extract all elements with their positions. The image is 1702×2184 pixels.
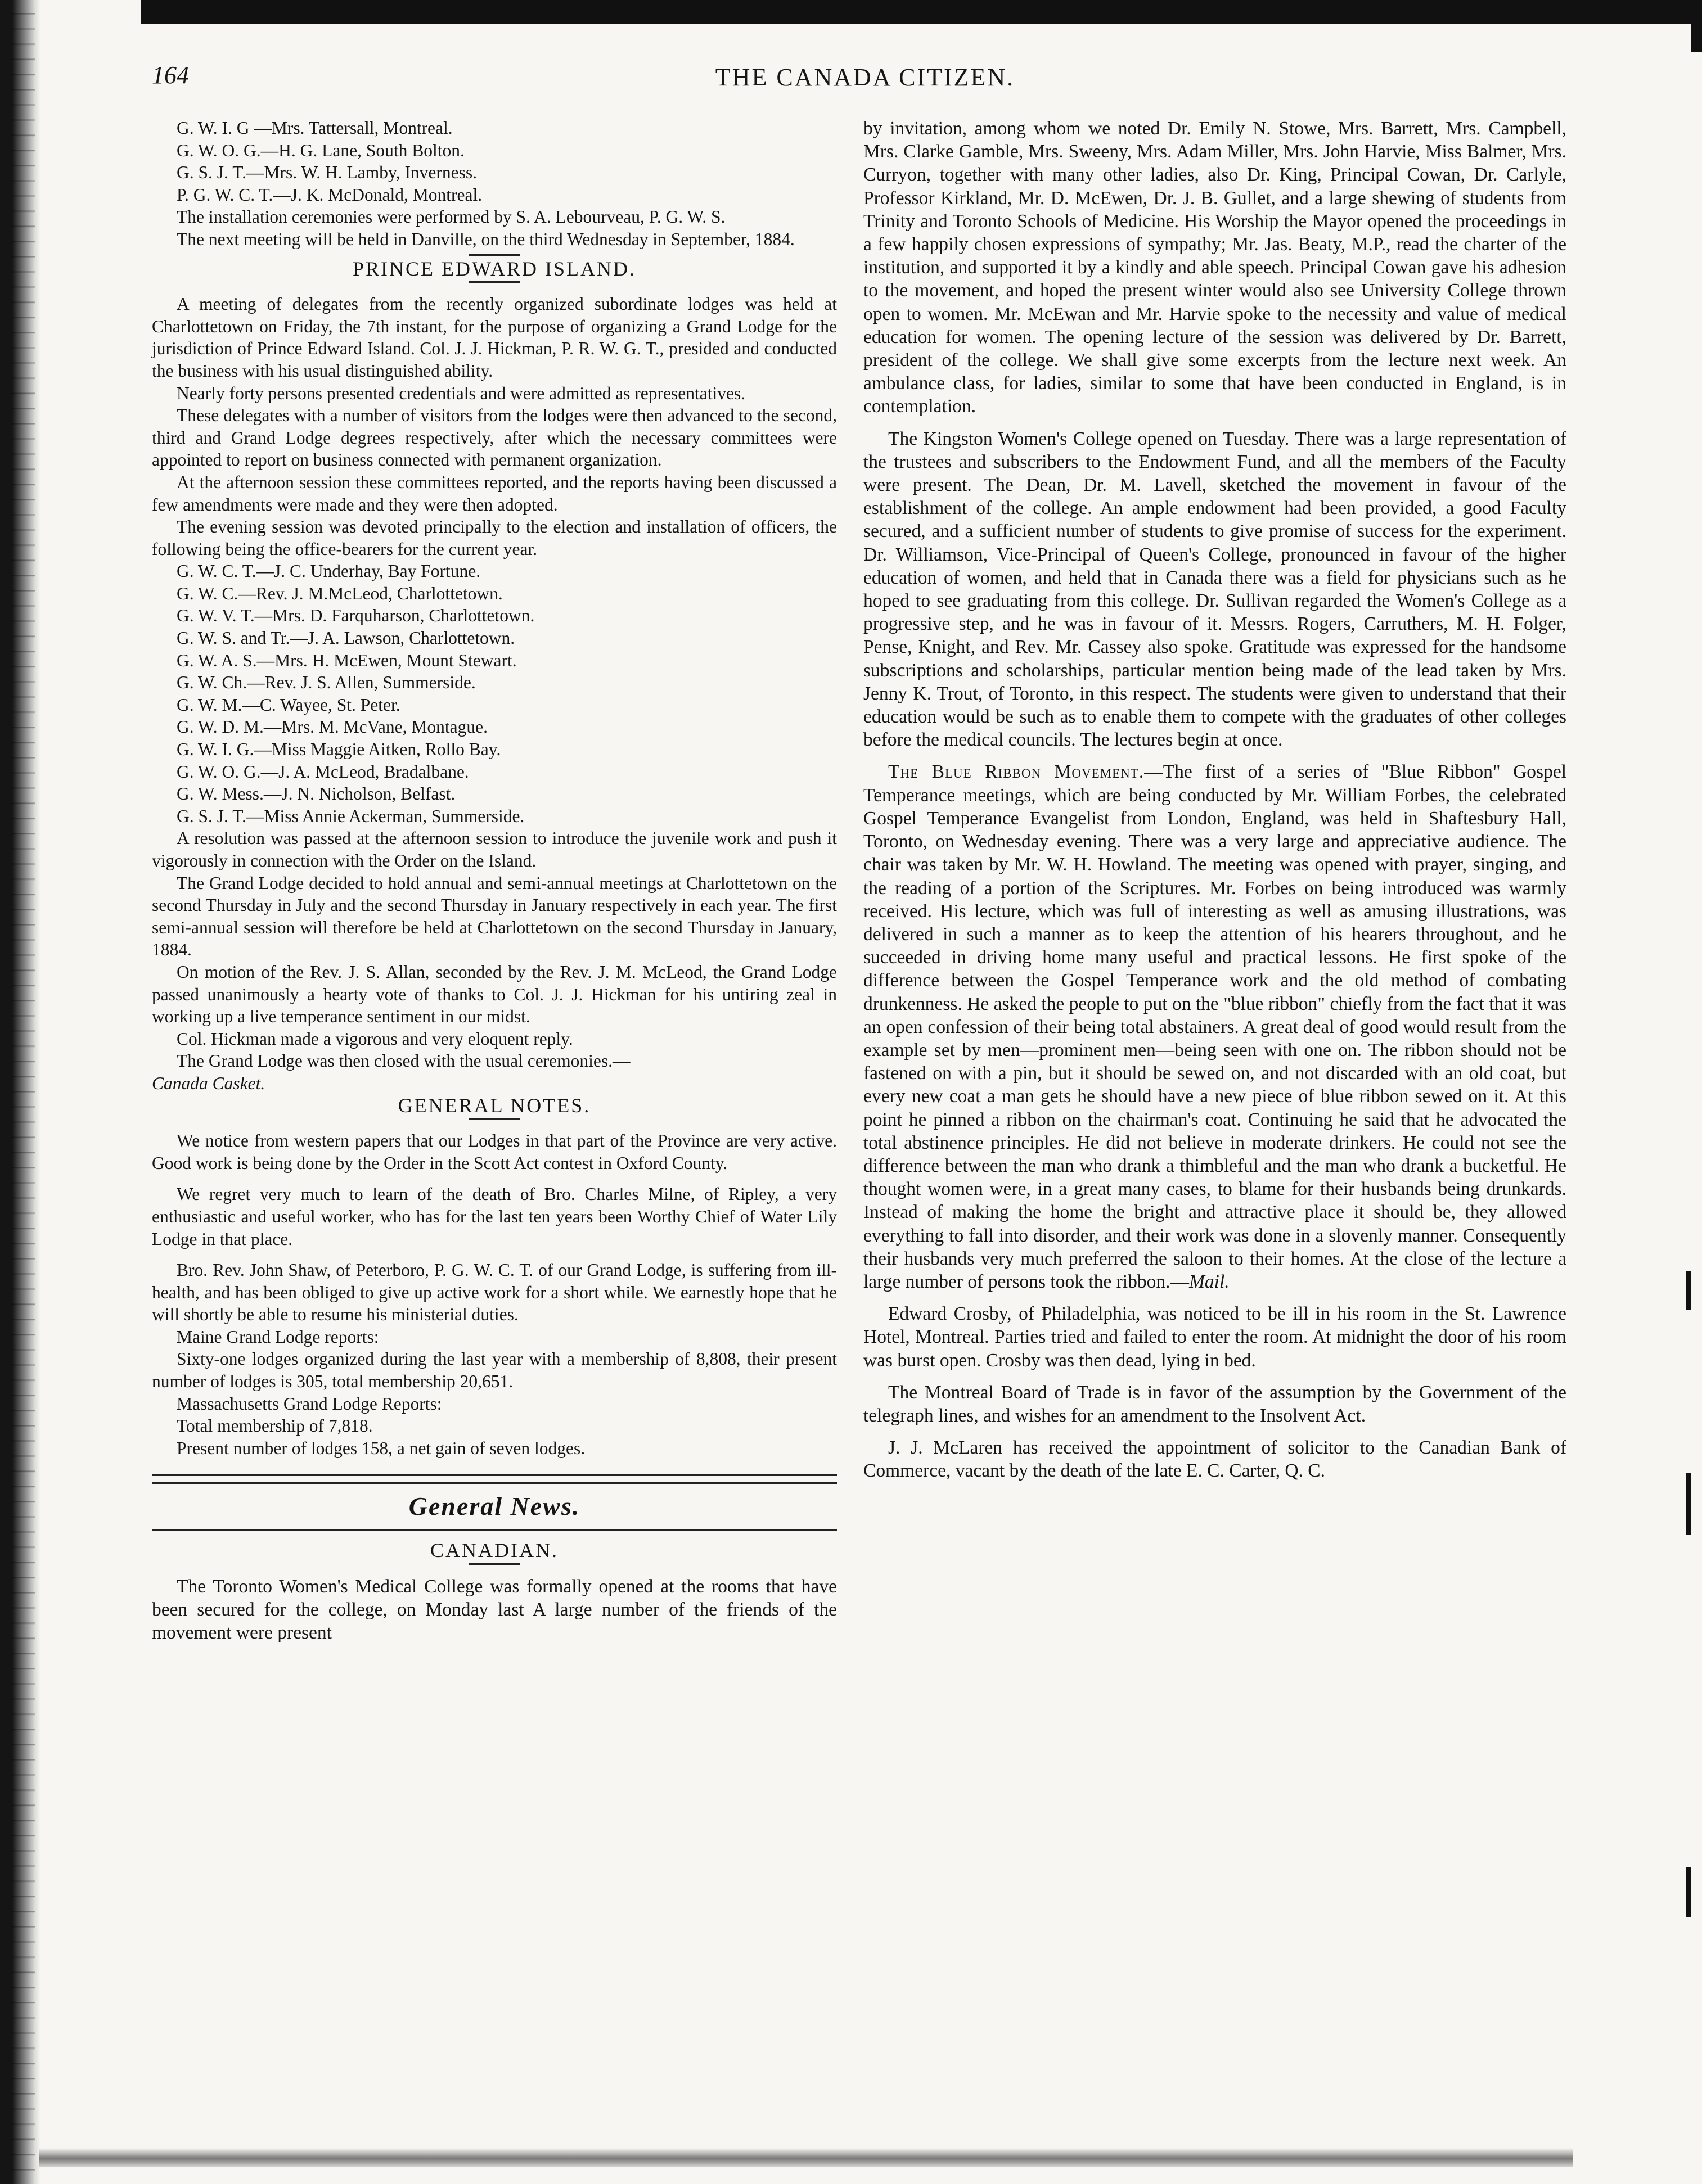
- section-rule: [469, 254, 520, 256]
- paragraph: [863, 760, 1566, 1293]
- officer-list-top: [152, 117, 837, 206]
- paragraph: The installation ceremonies were performed by S. A. Lebourveau, P. G. W. S.: [177, 207, 726, 227]
- paragraph: Total membership of 7,818.: [177, 1416, 373, 1436]
- list-item: G. W. Mess.—J. N. Nicholson, Belfast.: [177, 784, 456, 804]
- source-credit: Canada Casket.: [152, 1073, 265, 1093]
- section-heading: PRINCE EDWARD ISLAND.: [353, 257, 636, 280]
- paragraph: Edward Crosby, of Philadelphia, was noticed to be ill in his room in the St. Lawrence Hotel, Montreal. Parties tried and failed to enter the room. At midnight the door of his room was burst open. Crosby was then dead, lying in bed.: [863, 1303, 1566, 1371]
- paragraph: The Grand Lodge decided to hold annual and semi-annual meetings at Charlottetown on the second Thursday in July and the second Thursday in January respectively in each year. The first semi-annual session will therefore be held at Charlottetown on the second Thursday in January, 1884.: [152, 873, 837, 960]
- paragraph: A resolution was passed at the afternoon session to introduce the juvenile work and push it vigorously in connection with the Order on the Island.: [152, 828, 837, 870]
- top-border-rule: [141, 0, 1702, 24]
- paragraph: The evening session was devoted principally to the election and installation of officers, the following being the office-bearers for the current year.: [152, 517, 837, 559]
- list-item: G. W. D. M.—Mrs. M. McVane, Montague.: [177, 717, 488, 737]
- list-item: G. W. V. T.—Mrs. D. Farquharson, Charlottetown.: [177, 606, 535, 626]
- run-in-heading: The Blue Ribbon Movement.: [888, 761, 1145, 783]
- section-heading: CANADIAN.: [430, 1539, 559, 1562]
- paragraph: We notice from western papers that our Lodges in that part of the Province are very active. Good work is being done by the Order in the Scott Act contest in Oxford County.: [152, 1131, 837, 1173]
- list-item: G. W. S. and Tr.—J. A. Lawson, Charlottetown.: [177, 628, 515, 648]
- section-rule: [469, 1118, 520, 1120]
- page-number: 164: [152, 61, 189, 89]
- paragraph: The Grand Lodge was then closed with the usual ceremonies.—: [177, 1051, 631, 1071]
- section-rule: [469, 281, 520, 283]
- list-item: G. W. I. G —Mrs. Tattersall, Montreal.: [177, 118, 453, 138]
- paragraph: Present number of lodges 158, a net gain of seven lodges.: [177, 1438, 586, 1458]
- right-column: [863, 117, 1566, 1483]
- list-item: G. W. C. T.—J. C. Underhay, Bay Fortune.: [177, 561, 481, 581]
- publication-title: THE CANADA CITIZEN.: [715, 64, 1015, 91]
- paragraph: The Toronto Women's Medical College was formally opened at the rooms that have been secured for the college, on Monday last A large number of the friends of the movement were present: [152, 1576, 837, 1643]
- section-heading: GENERAL NOTES.: [398, 1094, 591, 1117]
- page-header: [152, 61, 1578, 106]
- paragraph: At the afternoon session these committees reported, and the reports having been discussed a few amendments were made and they were then adopted.: [152, 472, 837, 515]
- department-heading: General News.: [408, 1492, 580, 1521]
- department-rule: [152, 1529, 837, 1531]
- top-border-tip: [1691, 24, 1702, 52]
- section-rule: [469, 1563, 520, 1565]
- paragraph: J. J. McLaren has received the appointment of solicitor to the Canadian Bank of Commerce, vacant by the death of the late E. C. Carter, Q. C.: [863, 1437, 1566, 1482]
- margin-mark: [1686, 1473, 1691, 1535]
- list-item: G. W. O. G.—J. A. McLeod, Bradalbane.: [177, 761, 469, 782]
- paragraph: Bro. Rev. John Shaw, of Peterboro, P. G. W. C. T. of our Grand Lodge, is suffering from ill-health, and has been obliged to give up active work for a short while. We earnestly hope that he will shortly be able to resume his ministerial duties.: [152, 1260, 837, 1325]
- paragraph: A meeting of delegates from the recently organized subordinate lodges was held at Charlottetown on Friday, the 7th instant, for the purpose of organizing a Grand Lodge for the jurisdiction of Prince Edward Island. Col. J. J. Hickman, P. R. W. G. T., presided and conducted the business with his usual distinguished ability.: [152, 294, 837, 381]
- list-item: G. W. C.—Rev. J. M.McLeod, Charlottetown.: [177, 583, 503, 603]
- paragraph: Col. Hickman made a vigorous and very eloquent reply.: [177, 1028, 573, 1049]
- paragraph: by invitation, among whom we noted Dr. Emily N. Stowe, Mrs. Barrett, Mrs. Campbell, Mrs. Clarke Gamble, Mrs. Sweeny, Mrs. Adam Miller, Mrs. John Harvie, Miss Balmer, Mrs. Curryon, together with many other ladies, also Dr. King, Principal Cowan, Dr. Carlyle, Professor Kirkland, Mr. D. McEwen, Dr. J. B. Gullet, and a large shewing of students from Trinity and Toronto Schools of Medicine. His Worship the Mayor opened the proceedings in a few happily chosen expressions of sympathy; Mr. Jas. Beaty, M.P., read the charter of the institution, and supported it by a kindly and able speech. Principal Cowan gave his adhesion to the movement, and hoped the present winter would also see University College thrown open to women. Mr. McEwan and Mr. Harvie spoke to the necessity and value of medical education for women. The opening lecture of the session was delivered by Dr. Barrett, president of the college. We shall give some excerpts from the lecture next week. An ambulance class, for ladies, similar to some that have been conducted in England, is in contemplation.: [863, 118, 1566, 417]
- list-item: G. S. J. T.—Miss Annie Ackerman, Summerside.: [177, 806, 525, 826]
- list-item: G. W. I. G.—Miss Maggie Aitken, Rollo Bay.: [177, 739, 501, 760]
- paragraph: The next meeting will be held in Danville, on the third Wednesday in September, 1884.: [177, 229, 795, 249]
- list-item: P. G. W. C. T.—J. K. McDonald, Montreal.: [177, 184, 483, 205]
- margin-mark: [1686, 1271, 1691, 1310]
- list-item: G. W. Ch.—Rev. J. S. Allen, Summerside.: [177, 673, 476, 693]
- binding-grain: [12, 0, 35, 2184]
- list-item: G. S. J. T.—Mrs. W. H. Lamby, Inverness.: [177, 163, 478, 183]
- list-item: G. W. A. S.—Mrs. H. McEwen, Mount Stewart.: [177, 650, 517, 670]
- paragraph: Sixty-one lodges organized during the last year with a membership of 8,808, their present number of lodges is 305, total membership 20,651.: [152, 1349, 837, 1392]
- paragraph: Nearly forty persons presented credentials and were admitted as representatives.: [177, 383, 746, 403]
- paragraph: These delegates with a number of visitors from the lodges were then advanced to the second, third and Grand Lodge degrees respectively, after which the necessary committees were appointed to report on business connected with permanent organization.: [152, 405, 837, 470]
- paragraph: The Kingston Women's College opened on Tuesday. There was a large representation of the trustees and subscribers to the Endowment Fund, and all the members of the Faculty were present. The Dean, Dr. M. Lavell, sketched the movement in favour of the establishment of the college. An ample endowment had been provided, a good Faculty secured, and a sufficient number of students to give promise of success for the experiment. Dr. Williamson, Vice-Principal of Queen's College, pronounced in favour of the higher education of women, and held that in Canada there was a field for physicians such as he hoped to see graduating from this college. Dr. Sullivan regarded the Women's College as a progressive step, and he was in favour of it. Messrs. Rogers, Carruthers, M. H. Folger, Pense, Knight, and Rev. Mr. Cassey also spoke. Gratitude was expressed for the handsome subscriptions and scholarships, particular mention being made of the lead taken by Mrs. Jenny K. Trout, of Toronto, in this respect. The students were given to understand that their education would be such as to enable them to compete with the graduates of other colleges before the medical councils. The lectures begin at once.: [863, 428, 1566, 751]
- office-bearers-list: [152, 560, 837, 827]
- paragraph: We regret very much to learn of the death of Bro. Charles Milne, of Ripley, a very enthusiastic and useful worker, who has for the last ten years been Worthy Chief of Water Lily Lodge in that place.: [152, 1184, 837, 1249]
- margin-mark: [1686, 1867, 1691, 1917]
- list-item: G. W. M.—C. Wayee, St. Peter.: [177, 694, 400, 715]
- paragraph: On motion of the Rev. J. S. Allan, seconded by the Rev. J. M. McLeod, the Grand Lodge passed unanimously a hearty vote of thanks to Col. J. J. Hickman for his untiring zeal in working up a live temperance sentiment in our midst.: [152, 962, 837, 1027]
- paragraph: The Montreal Board of Trade is in favor of the assumption by the Government of the telegraph lines, and wishes for an amendment to the Insolvent Act.: [863, 1382, 1566, 1426]
- paragraph: Massachusetts Grand Lodge Reports:: [177, 1393, 442, 1414]
- bottom-scan-smudge: [39, 2148, 1573, 2167]
- double-rule: [152, 1474, 837, 1484]
- source-credit: Mail.: [1189, 1271, 1230, 1292]
- paragraph-text: —The first of a series of "Blue Ribbon" Gospel Temperance meetings, which are being conducted by Mr. William Forbes, the celebrated Gospel Temperance Evangelist from London, England, was held in Shaftesbury Hall, Toronto, on Wednesday evening. There was a very large and appreciative audience. The chair was taken by Mr. W. H. Howland. The meeting was opened with prayer, singing, and the reading of a portion of the Scriptures. Mr. Forbes on being introduced was warmly received. His lecture, which was full of interesting as well as amusing illustrations, was delivered in such a manner as to keep the attention of his hearers throughout, and he succeeded in driving home many useful and practical lessons. He first spoke of the difference between the Gospel Temperance work and the old method of combating drunkenness. He asked the people to put on the "blue ribbon" chiefly from the fact that it was an open confession of their being total abstainers. A great deal of good would result from the example set by men—prominent men—being seen with one on. The ribbon should not be fastened on with a pin, but it should be sewed on, and not discarded with an old coat, but every new coat a man gets he should have a new piece of blue ribbon sewed on it. At this point he pinned a ribbon on the chairman's coat. Continuing he said that he advocated the total abstinence principles. He did not believe in moderate drinkers. He could not see the difference between the man who drank a thimbleful and the man who drank a bucketful. He thought women were, in a great many cases, to blame for their husbands being drunkards. Instead of making the home the bright and attractive place it should be, they allowed everything to fall into disorder, and their work was done in a slovenly manner. Consequently their husbands very much preferred the saloon to their homes. At the close of the lecture a large number of persons took the ribbon.—: [863, 761, 1566, 1292]
- paragraph: Maine Grand Lodge reports:: [177, 1326, 379, 1347]
- list-item: G. W. O. G.—H. G. Lane, South Bolton.: [177, 140, 465, 160]
- left-column: [152, 117, 837, 1644]
